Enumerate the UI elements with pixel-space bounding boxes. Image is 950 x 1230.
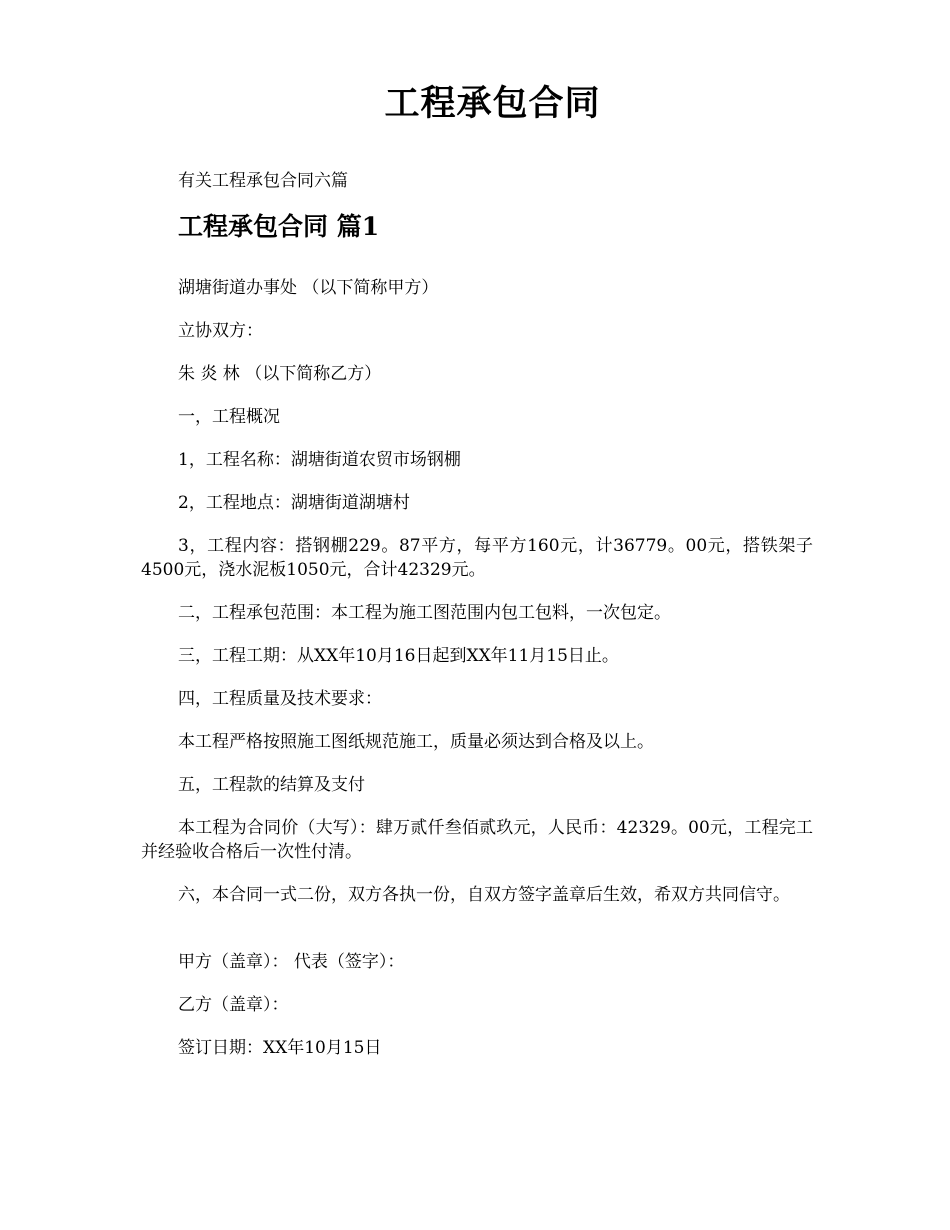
project-location-line: 2，工程地点：湖塘街道湖塘村 xyxy=(178,493,410,513)
payment-clause-heading: 五，工程款的结算及支付 xyxy=(178,775,365,795)
quality-clause-text: 本工程严格按照施工图纸规范施工，质量必须达到合格及以上。 xyxy=(178,732,654,752)
scope-clause: 二，工程承包范围：本工程为施工图范围内包工包料，一次包定。 xyxy=(178,603,671,623)
quality-clause-heading: 四，工程质量及技术要求： xyxy=(178,689,382,709)
clause-heading-overview: 一，工程概况 xyxy=(178,407,280,427)
party-a-line: 湖塘街道办事处 （以下简称甲方） xyxy=(178,278,439,298)
party-b-signature-line: 乙方（盖章）： xyxy=(178,995,289,1015)
payment-clause-text: 本工程为合同价（大写）：肆万贰仟叁佰贰玖元，人民币：42329。00元，工程完工并经验收合格后一次性付清。 xyxy=(141,818,813,862)
schedule-clause: 三，工程工期：从XX年10月16日起到XX年11月15日止。 xyxy=(178,646,619,666)
document-title: 工程承包合同 xyxy=(384,83,601,124)
section-heading: 工程承包合同 篇1 xyxy=(178,212,380,241)
project-content-paragraph: 3，工程内容：搭钢棚229。87平方，每平方160元，计36779。00元，搭铁架子4500元，浇水泥板1050元，合计42329元。 xyxy=(141,536,813,580)
parties-line: 立协双方： xyxy=(178,321,263,341)
copies-clause: 六，本合同一式二份，双方各执一份，自双方签字盖章后生效，希双方共同信守。 xyxy=(178,885,790,905)
signing-date-line: 签订日期：XX年10月15日 xyxy=(178,1038,382,1058)
party-b-line: 朱 炎 林 （以下简称乙方） xyxy=(178,364,382,384)
project-name-line: 1，工程名称：湖塘街道农贸市场钢棚 xyxy=(178,450,461,470)
document-subtitle: 有关工程承包合同六篇 xyxy=(178,171,348,191)
party-a-signature-line: 甲方（盖章）： 代表（签字）： xyxy=(178,952,405,972)
